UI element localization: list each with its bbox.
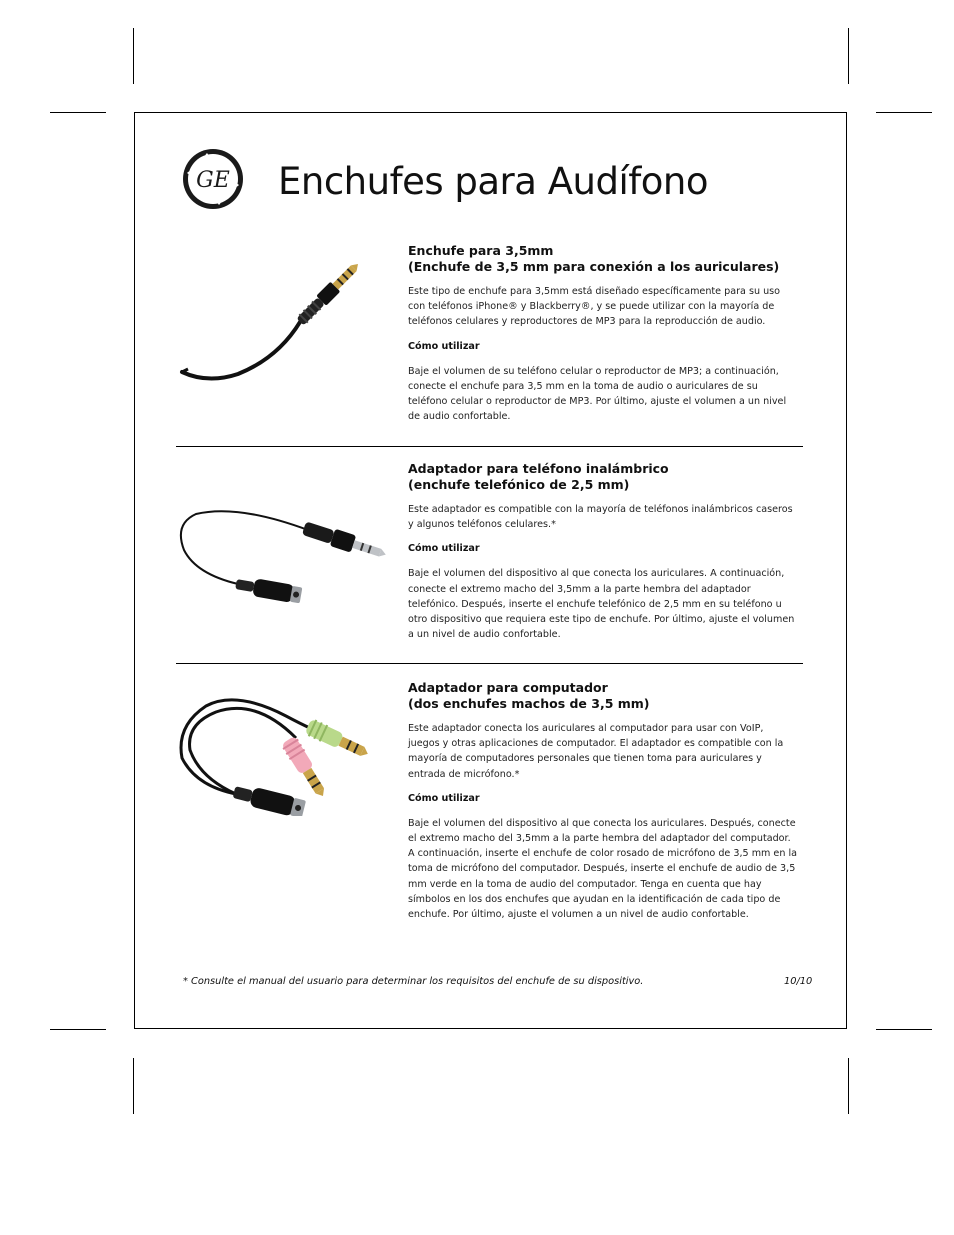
section-title bbox=[408, 680, 798, 711]
section-description: Este adaptador conecta los auriculares al computador para usar con VoIP, juegos y otras aplicaciones de computador. El adaptador es compatible con la mayoría de computadores personales que tienen toma para auriculares y entrada de micrófono.* bbox=[408, 723, 784, 780]
computer-adapter-image bbox=[176, 686, 406, 820]
section-computer-adapter bbox=[408, 680, 798, 932]
section-instructions: Baje el volumen de su teléfono celular o reproductor de MP3; a continuación, conecte el enchufe para 3,5 mm en la toma de audio o auriculares de su teléfono celular o reproductor de MP3. Por último, ajuste el volumen a un nivel de audio confortable. bbox=[408, 365, 787, 423]
section-description: Este tipo de enchufe para 3,5mm está diseñado específicamente para su uso con teléfonos iPhone® y Blackberry®, y se puede utilizar con la mayoría de teléfonos celulares y reproductores de MP3 para la reproducción de audio. bbox=[408, 286, 781, 328]
section-title-line2: (Enchufe de 3,5 mm para conexión a los auriculares) bbox=[408, 258, 780, 274]
crop-mark bbox=[50, 112, 106, 113]
section-title bbox=[408, 243, 798, 274]
section-description: Este adaptador es compatible con la mayoría de teléfonos inalámbricos caseros y algunos teléfonos celulares.* bbox=[408, 504, 793, 531]
section-instructions: Baje el volumen del dispositivo al que conecta los auriculares. A continuación, conecte el extremo macho del 3,5mm a la parte hembra del adaptador telefónico. Después, inserte el enchufe telefónico de 2,5 mm en su teléfono u otro dispositivo que requiera este tipo de enchufe. Por último, ajuste el volumen a un nivel de audio confortable. bbox=[408, 568, 795, 641]
section-title-line1: Adaptador para computador bbox=[408, 680, 608, 695]
section-title bbox=[408, 461, 798, 492]
page-title: Enchufes para Audífono bbox=[278, 160, 708, 203]
section-divider bbox=[176, 446, 803, 447]
logo-text: GE bbox=[196, 168, 230, 193]
audio-plug-image bbox=[178, 262, 398, 390]
crop-mark bbox=[50, 1029, 106, 1030]
section-title-line2: (enchufe telefónico de 2,5 mm) bbox=[408, 476, 630, 492]
phone-adapter-image bbox=[178, 500, 398, 619]
page-number: 10/10 bbox=[784, 976, 813, 987]
crop-mark bbox=[876, 112, 932, 113]
crop-mark bbox=[848, 28, 849, 84]
crop-mark bbox=[876, 1029, 932, 1030]
crop-mark bbox=[133, 1058, 134, 1114]
ge-logo bbox=[182, 148, 244, 210]
howto-label: Cómo utilizar bbox=[408, 340, 480, 352]
howto-label: Cómo utilizar bbox=[408, 792, 480, 804]
footnote: * Consulte el manual del usuario para determinar los requisitos del enchufe de su dispositivo. bbox=[183, 976, 644, 987]
section-title-line1: Adaptador para teléfono inalámbrico bbox=[408, 461, 669, 476]
section-phone-adapter bbox=[408, 461, 798, 652]
section-instructions: Baje el volumen del dispositivo al que conecta los auriculares. Después, conecte el extremo macho del 3,5mm a la parte hembra del adaptador del computador. A continuación, inserte el enchufe de color rosado de micrófono de 3,5 mm en la toma de micrófono del computador. Después, inserte el enchufe de audio de 3,5 mm verde en la toma de audio del computador. Tenga en cuenta que hay símbolos en los dos enchufes que ayudan en la identificación de cada tipo de enchufe. Por último, ajuste el volumen a un nivel de audio confortable. bbox=[408, 817, 798, 921]
howto-label: Cómo utilizar bbox=[408, 543, 480, 555]
crop-mark bbox=[848, 1058, 849, 1114]
section-3-5mm-plug bbox=[408, 243, 798, 434]
section-divider bbox=[176, 663, 803, 664]
section-title-line1: Enchufe para 3,5mm bbox=[408, 243, 554, 258]
section-title-line2: (dos enchufes machos de 3,5 mm) bbox=[408, 695, 650, 711]
crop-mark bbox=[133, 28, 134, 84]
